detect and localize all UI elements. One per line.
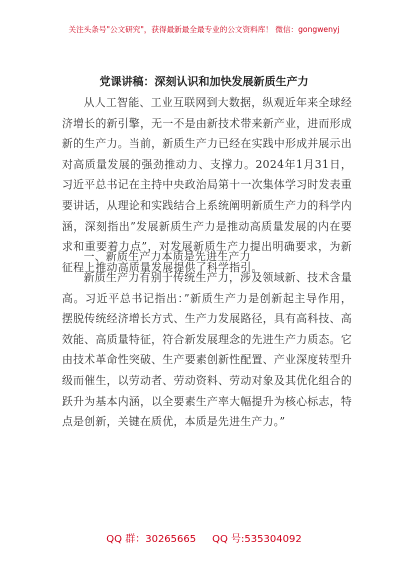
footer-qq-number: QQ 号:535304092 <box>212 534 302 545</box>
footer-contact <box>0 530 408 545</box>
header-promo-note: 关注头条号"公文研究"，获得最新最全最专业的公文资料库！ 微信：gongwenyj <box>68 25 340 34</box>
section-heading-1: 一、新质生产力本质是先进生产力 <box>83 250 251 263</box>
body-paragraph-2: 新质生产力有别于传统生产力，涉及领域新、技术含量高。习近平总书记指出：”新质生产力是创新起主导作用，摆脱传统经济增长方式、生产力发展路径，具有高科技、高效能、高质量特征，符合新发展理念的先进生产力质态。它由技术革命性突破、生产要素创新性配置、产业深度转型升级而催生，以劳动者、劳动资料、劳动对象及其优化组合的跃升为基本内涵，以全要素生产率大幅提升为核心标志，特点是创新，关键在质优，本质是先进生产力。” <box>62 271 352 429</box>
document-title: 党课讲稿：深刻认识和加快发展新质生产力 <box>99 75 309 88</box>
footer-qq-group: QQ 群：30265665 <box>106 534 197 545</box>
body-paragraph-1: 从人工智能、工业互联网到大数据，纵观近年来全球经济增长的新引擎，无一不是由新技术带来新产业，进而形成新的生产力。当前，新质生产力已经在实践中形成并展示出对高质量发展的强劲推动力、支撑力。2024年1月31日，习近平总书记在主持中央政治局第十一次集体学习时发表重要讲话，从理论和实践结合上系统阐明新质生产力的科学内涵，深刻指出”发展新质生产力是推动高质量发展的内在要求和重要着力点”，对发展新质生产力提出明确要求，为新征程上推动高质量发展提供了科学指引。 <box>62 96 352 274</box>
